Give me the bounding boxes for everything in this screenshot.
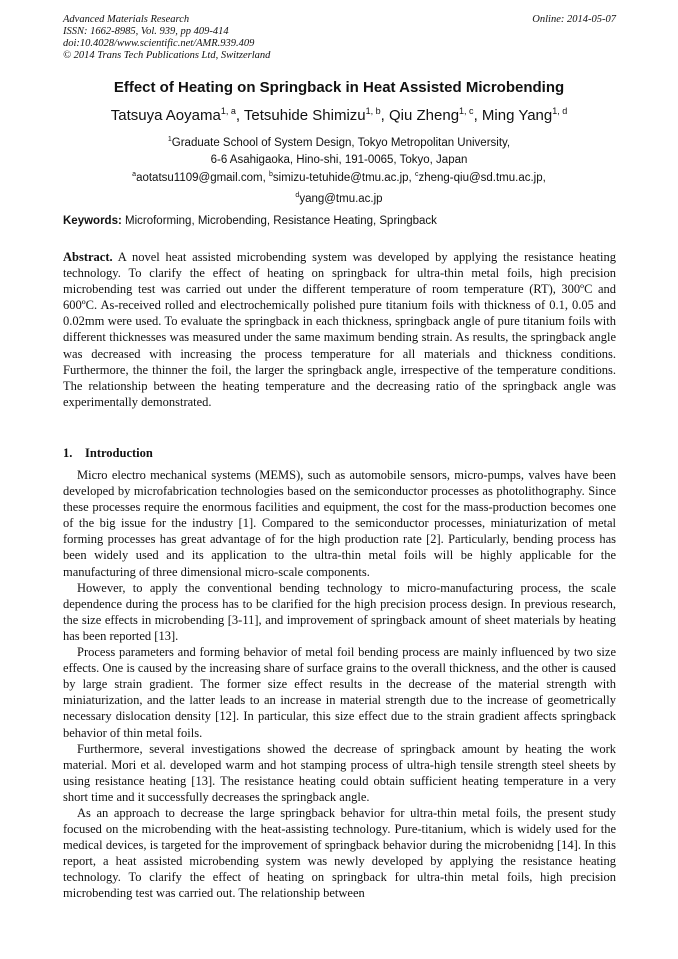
paragraph: Furthermore, several investigations showed the decrease of springback amount by heating the work material. Mori et al. developed warm and hot stamping process of ultra-high tensile strength steel sheets by using resistance heating [13]. The resistance heating could obtain sufficient heating temperature in a very short time and it successfully decreases the springback angle. <box>63 741 616 804</box>
journal-copyright: © 2014 Trans Tech Publications Ltd, Switzerland <box>63 50 271 61</box>
journal-issn: ISSN: 1662-8985, Vol. 939, pp 409-414 <box>63 26 229 37</box>
section-title: Introduction <box>85 446 153 460</box>
author-affiliation-mark: 1, a <box>220 106 236 116</box>
author-name: Qiu Zheng <box>389 107 460 124</box>
paragraph: Micro electro mechanical systems (MEMS), such as automobile sensors, micro-pumps, valves have been developed by microfabrication technologies based on the semiconductor processes as photolithography. Since these processes require the enormous facilities and equipment, the cost for the mass-production becomes one of the big issue for the industry [1]. Compared to the semiconductor processes, miniaturization of metal forming processes has great advantage of for the high production rate [2]. Particularly, bending process has been widely used and its application to the ultra-thin metal foils will be highly applicable for the manufacturing of three dimensional micro-scale components. <box>63 468 616 579</box>
email-mark: b <box>268 171 273 178</box>
section-heading <box>63 445 616 461</box>
author-affiliation-mark: 1, b <box>365 106 381 116</box>
author-affiliation-mark: 1, c <box>459 106 474 116</box>
paragraph: As an approach to decrease the large springback behavior for ultra-thin metal foils, the present study focused on the microbending with the heat-assisting technology. Pure-titanium, which is widely used for the medical devices, is targeted for the improvement of springback behavior during the microbenidng [14]. In this report, a heat assisted microbending system was newly developed by applying the resistance heating technology. To clarify the effect of heating on springback for ultra-thin metal foils, high precision microbending test was carried out. The relationship between <box>63 805 616 901</box>
author-emails <box>40 166 638 208</box>
email-address: simizu-tetuhide@tmu.ac.jp, <box>272 171 415 184</box>
keywords <box>63 214 616 229</box>
author-list <box>40 101 638 126</box>
paragraph: However, to apply the conventional bending technology to micro-manufacturing process, the scale dependence during the process has to be clarified for the high precision process design. In previous research, the size effects in microbending [3-11], and improvement of springback amount of sheet materials by heating has been reported [13]. <box>63 580 616 643</box>
author-name: Tetsuhide Shimizu <box>243 107 366 124</box>
introduction-body <box>63 467 616 902</box>
journal-header <box>63 14 616 62</box>
author-separator: , <box>235 107 244 124</box>
section-number: 1. <box>63 446 73 460</box>
keywords-label: Keywords: <box>63 215 122 227</box>
email-address: zheng-qiu@sd.tmu.ac.jp, <box>418 171 546 184</box>
affiliation-mark: 1 <box>167 136 172 143</box>
author-name: Tatsuya Aoyama <box>110 107 221 124</box>
keywords-text: Microforming, Microbending, Resistance Heating, Springback <box>125 215 437 227</box>
author-separator: , <box>473 107 482 124</box>
email-mark: d <box>295 191 300 199</box>
paragraph: Process parameters and forming behavior of metal foil bending process are mainly influenced by two size effects. One is caused by the increasing share of surface grains to the overall thickness, and the other is caused by large strain gradient. The former size effect results in the decrease of the material strength with miniaturization, and the latter leads to an increase in material strength due to the increase of geometrically necessary dislocation density [12]. In particular, this size effect due to the strain gradient affects springback behavior of thin metal foils. <box>63 645 616 740</box>
paper-title: Effect of Heating on Springback in Heat Assisted Microbending <box>113 79 565 96</box>
author-name: Ming Yang <box>481 107 553 124</box>
email-address: yang@tmu.ac.jp <box>299 192 383 205</box>
affiliation-line: 6-6 Asahigaoka, Hino-shi, 191-0065, Tokyo, Japan <box>210 153 468 166</box>
online-date: Online: 2014-05-07 <box>532 14 616 25</box>
email-mark: c <box>414 171 419 178</box>
email-mark: a <box>132 171 137 178</box>
abstract-label: Abstract. <box>63 250 113 264</box>
journal-name: Advanced Materials Research <box>63 14 190 25</box>
affiliation-line: Graduate School of System Design, Tokyo Metropolitan University, <box>171 136 511 149</box>
author-affiliation-mark: 1, d <box>552 106 568 116</box>
author-separator: , <box>380 107 389 124</box>
abstract <box>63 249 616 410</box>
email-address: aotatsu1109@gmail.com, <box>136 171 269 184</box>
affiliation <box>40 131 638 169</box>
journal-doi: doi:10.4028/www.scientific.net/AMR.939.409 <box>63 38 255 49</box>
abstract-text: A novel heat assisted microbending system was developed by applying the resistance heating technology. To clarify the effect of heating on springback for ultra-thin metal foils, high precision microbending test was carried out under the different temperature of room temperature (RT), 300ºC and 600ºC. As-received rolled and electrochemically polished pure titanium foils with thickness of 0.1, 0.05 and 0.02mm were used. To evaluate the springback in each thickness, springback angle of pure titanium foils with different thicknesses was measured under the same maximum bending strain. As results, the springback angle was decreased with increasing the process temperature for all materials and thickness conditions. Furthermore, the thinner the foil, the larger the springback angle, irrespective of the temperature conditions. The relationship between the heating temperature and the decreasing ratio of the springback angle was experimentally demonstrated. <box>63 250 617 409</box>
